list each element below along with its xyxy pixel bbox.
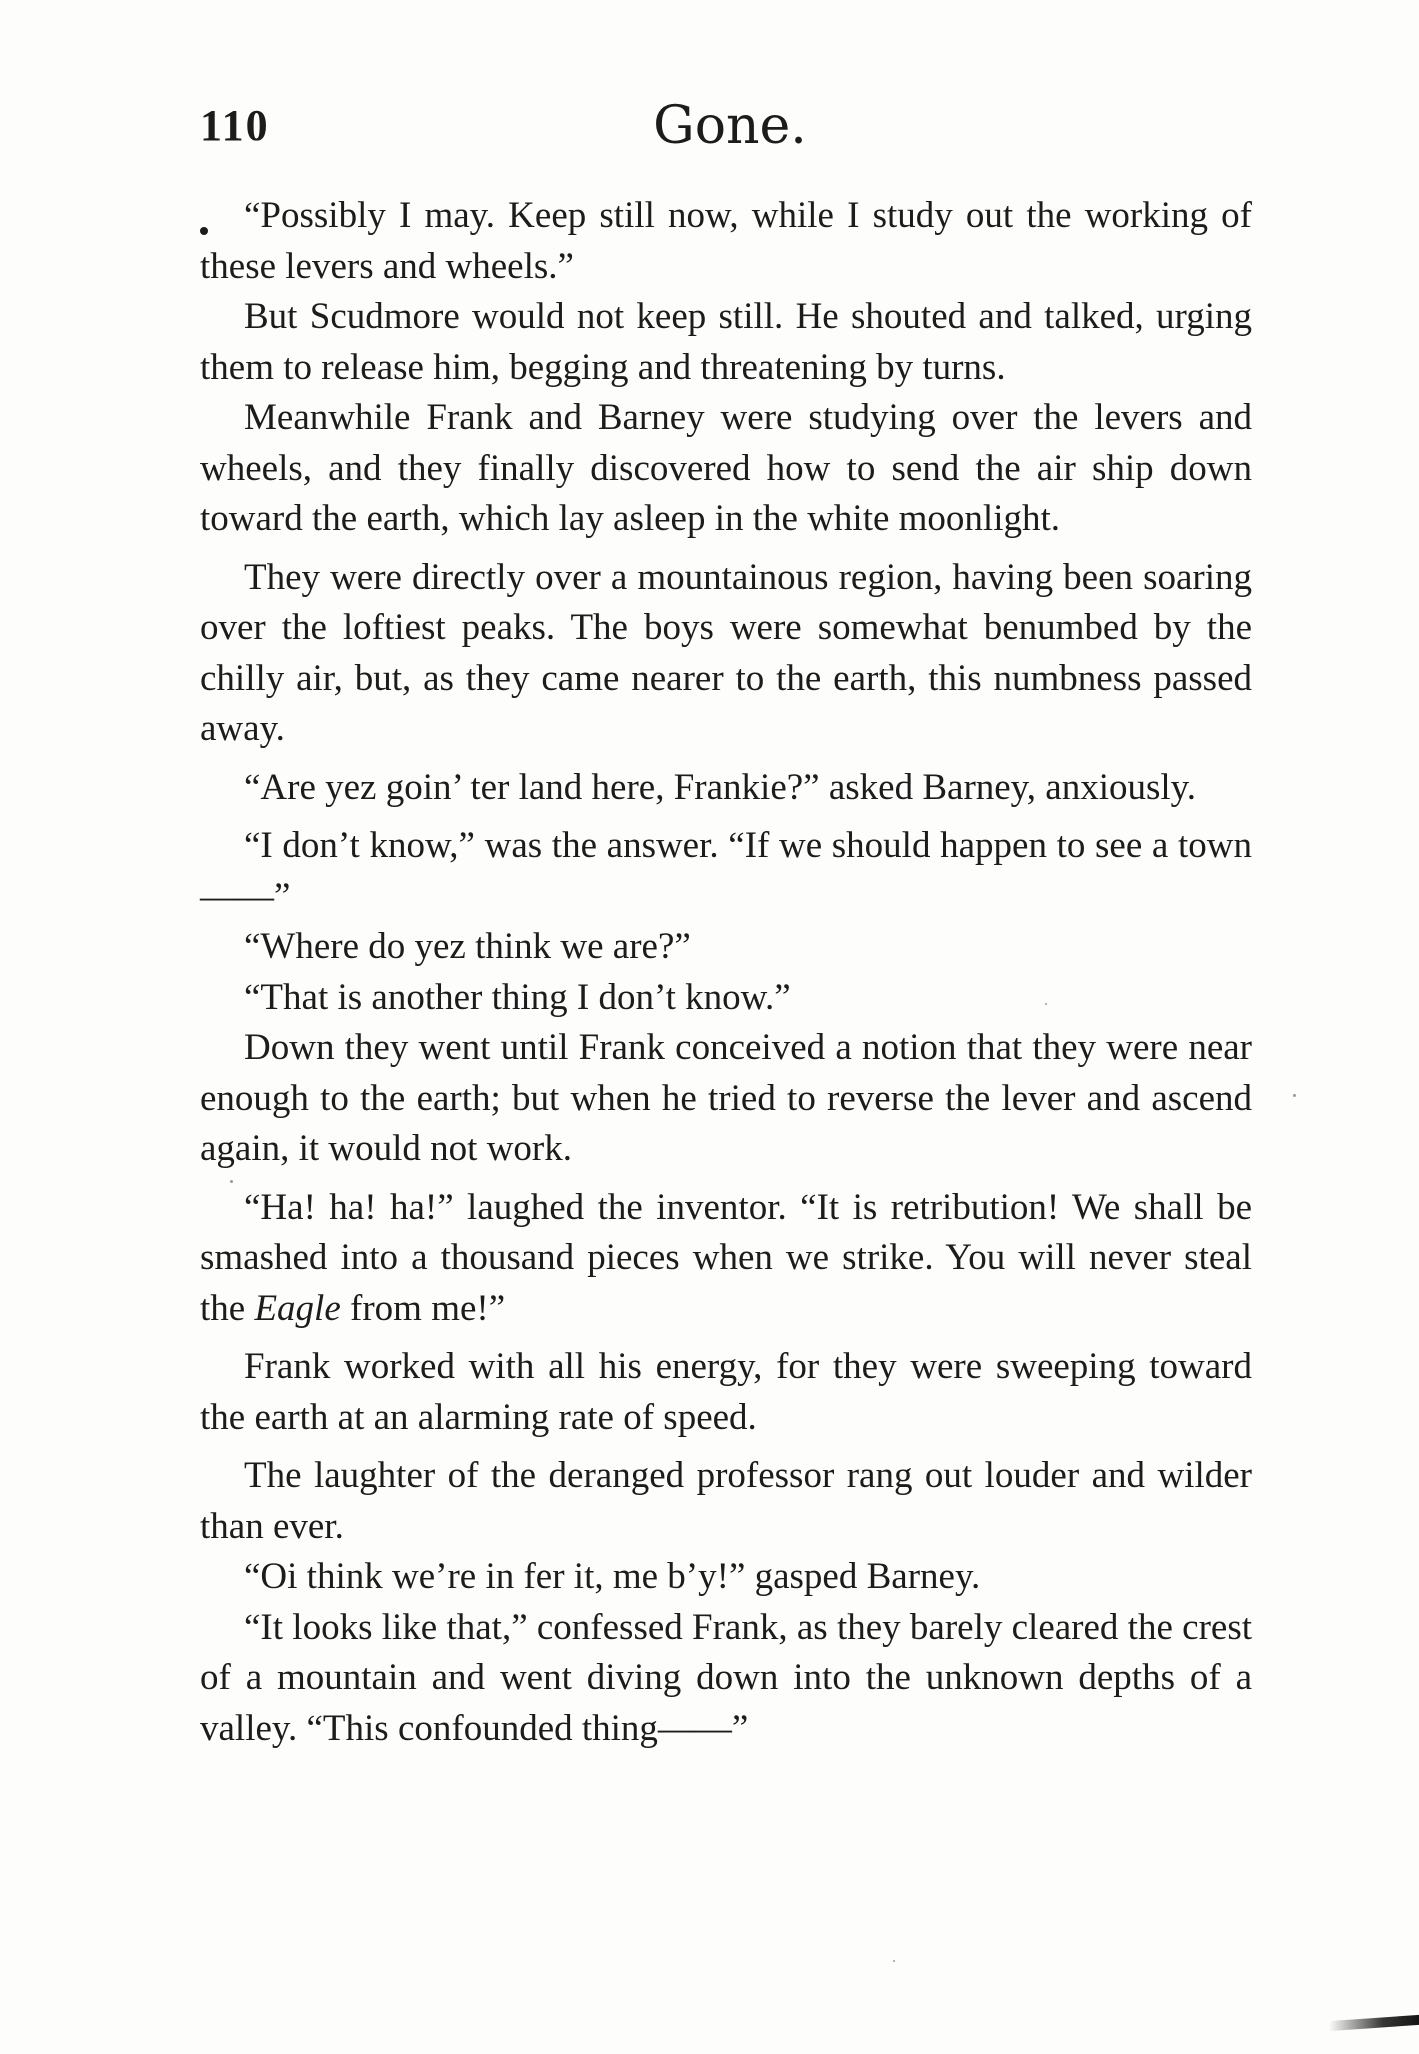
paragraph: Frank worked with all his energy, for they were sweeping toward the earth at an alarming rate of speed. — [200, 1346, 1252, 1438]
paragraph-text: “Ha! ha! ha!” laughed the inventor. “It is retribution! We shall be smashed into a thousand pieces when we strike. You will never steal the — [200, 1186, 1252, 1329]
running-title: Gone. — [653, 96, 807, 156]
paragraph: “Where do yez think we are?” — [244, 926, 691, 967]
paper-speck — [893, 1960, 895, 1962]
scan-edge-mark — [1329, 2015, 1419, 2031]
paragraph: “I don’t know,” was the answer. “If we should happen to see a town——” — [200, 825, 1252, 917]
paragraph: “Are yez goin’ ter land here, Frankie?” asked Barney, anxiously. — [244, 766, 1197, 808]
paragraph: Meanwhile Frank and Barney were studying over the levers and wheels, and they finally discovered how to send the air ship down toward the earth, which lay asleep in the white moonlight. — [200, 397, 1252, 539]
paragraph — [200, 1183, 1252, 1335]
paragraph: “It looks like that,” confessed Frank, as they barely cleared the crest of a mountain and went diving down into the unknown depths of a valley. “This confounded thing——” — [200, 1606, 1252, 1749]
paragraph: “That is another thing I don’t know.” — [244, 976, 791, 1018]
body-text — [200, 191, 1252, 1762]
page-header — [200, 96, 1260, 170]
paragraph: “Possibly I may. Keep still now, while I study out the working of these levers and wheels.” — [200, 195, 1252, 287]
paper-speck — [1293, 1094, 1296, 1097]
italic-ship-name: Eagle — [254, 1287, 341, 1329]
paper-speck — [1045, 1003, 1047, 1005]
paper-speck — [230, 1180, 233, 1183]
paragraph: “Oi think we’re in fer it, me b’y!” gasped Barney. — [244, 1556, 981, 1597]
paragraph: The laughter of the deranged professor rang out louder and wilder than ever. — [200, 1455, 1252, 1547]
paragraph: Down they went until Frank conceived a notion that they were near enough to the earth; but when he tried to reverse the lever and ascend again, it would not work. — [200, 1027, 1252, 1169]
paragraph: They were directly over a mountainous region, having been soaring over the loftiest peaks. The boys were somewhat benumbed by the chilly air, but, as they came nearer to the earth, this numbness passed away. — [200, 556, 1252, 749]
paragraph-text-end: from me!” — [340, 1287, 506, 1329]
page-number: 110 — [200, 101, 270, 150]
paragraph: But Scudmore would not keep still. He shouted and talked, urging them to release him, begging and threatening by turns. — [200, 296, 1252, 388]
